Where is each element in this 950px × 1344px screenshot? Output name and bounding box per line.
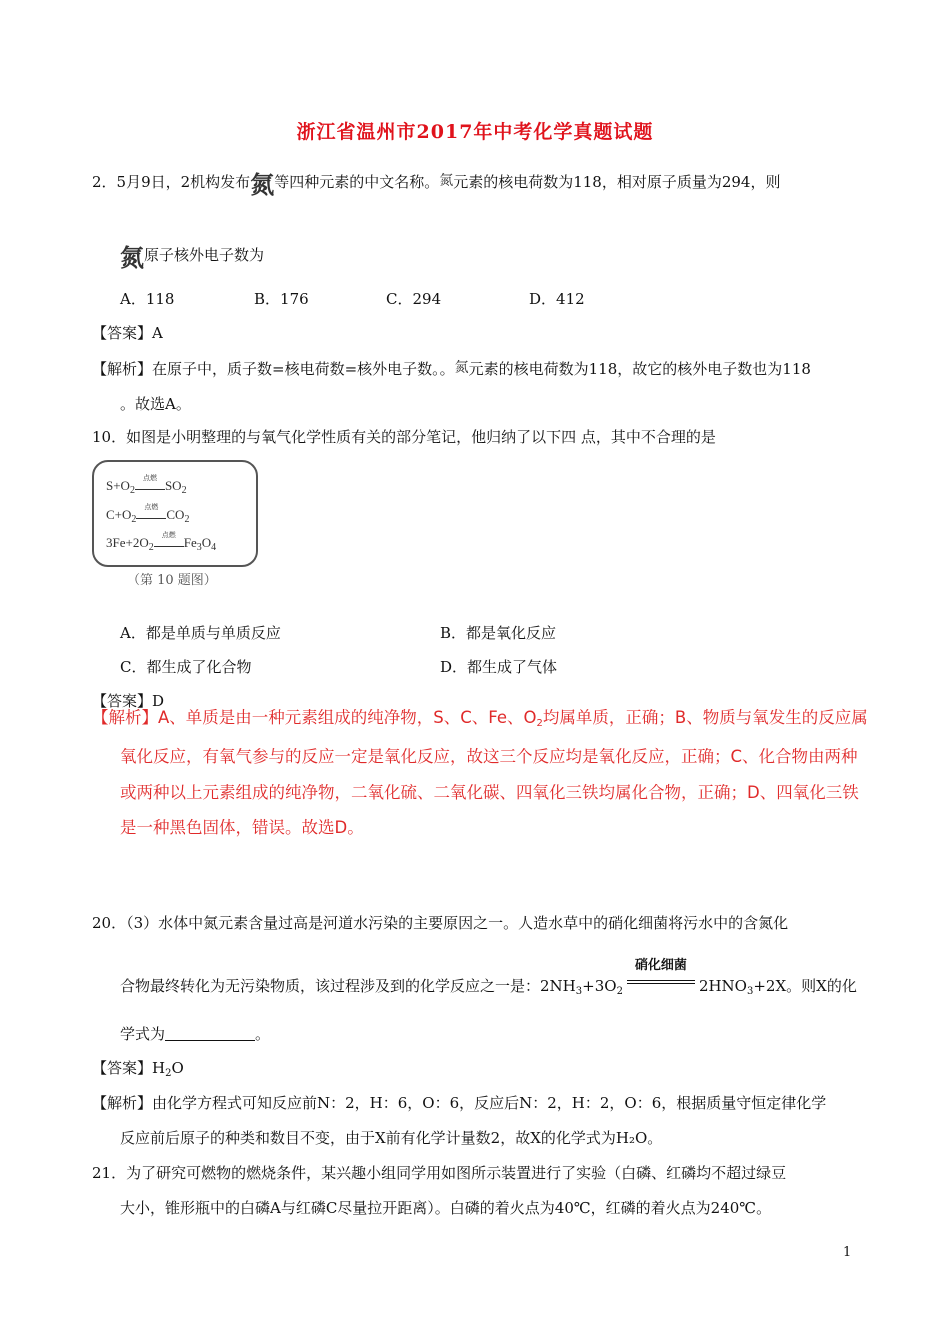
q10-analysis-line4: 是一种黑色固体，错误。故选D。 [120, 818, 364, 837]
element-glyph-image: 氮 [439, 173, 454, 189]
element-glyph-image: 氮 [120, 244, 144, 272]
q10-option-b: B．都是氧化反应 [440, 624, 557, 642]
q2-option-a: A．118 [120, 290, 175, 308]
equation-sulfur: $S+O_2$ 点燃 $SO_2$ [106, 474, 187, 496]
q20-answer: 【答案】$H_2O$ [92, 1059, 184, 1079]
reaction-condition-arrow: 硝化细菌 [627, 973, 695, 993]
element-glyph-image: 氮 [250, 171, 275, 199]
page-title: 浙江省温州市2017年中考化学真题试题 [296, 121, 654, 143]
q20-analysis-line1: 【解析】由化学方程式可知反应前N：2，H：6，O：6，反应后N：2，H：2，O：6，根据质量守恒定律化学 [92, 1094, 827, 1112]
page-number: 1 [843, 1245, 852, 1260]
q2-option-b: B．176 [254, 290, 309, 308]
q10-analysis-line3: 或两种以上元素组成的纯净物，二氧化硫、二氧化碳、四氧化三铁均属化合物，正确；D、四氧化三铁 [120, 783, 859, 802]
q10-option-c: C．都生成了化合物 [120, 658, 252, 676]
q2-option-c: C．294 [386, 290, 442, 308]
q10-figure-caption: （第 10 题图） [127, 573, 217, 588]
q10-analysis-line2: 氧化反应，有氧气参与的反应一定是氧化反应，故这三个反应均是氧化反应，正确；C、化合物由两种 [120, 747, 858, 766]
q21-stem-line2: 大小，锥形瓶中的白磷A与红磷C尽量拉开距离）。白磷的着火点为40℃，红磷的着火点为240℃。 [120, 1199, 772, 1217]
equation-iron: $3Fe+2O_2$ 点燃 $Fe_3O_4$ [106, 531, 217, 553]
q2-stem-line1: 2．5月9日，2机构发布氮等四种元素的中文名称。氮元素的核电荷数为118，相对原子质量为294，则 [92, 171, 781, 199]
q20-stem-line1: 20．（3）水体中氮元素含量过高是河道水污染的主要原因之一。人造水草中的硝化细菌将污水中的含氮化 [92, 914, 789, 932]
q2-stem-line2: 氮原子核外电子数为 [120, 244, 265, 272]
answer-blank [165, 1024, 255, 1041]
q20-analysis-line2: 反应前后原子的种类和数目不变，由于X前有化学计量数2，故X的化学式为H₂O。 [120, 1129, 663, 1147]
q10-analysis-line1: 【解析】A、单质是由一种元素组成的纯净物，S、C、Fe、$O_2$均属单质，正确；B、物质与氧发生的反应属 [92, 708, 868, 729]
q10-stem: 10．如图是小明整理的与氧气化学性质有关的部分笔记，他归纳了以下四 点，其中不合理的是 [92, 428, 716, 446]
q2-analysis-line2: 。故选A。 [120, 395, 191, 413]
q20-stem-line3: 学式为 。 [120, 1025, 271, 1043]
q2-answer: 【答案】A [92, 324, 163, 342]
q21-stem-line1: 21．为了研究可燃物的燃烧条件，某兴趣小组同学用如图所示装置进行了实验（白磷、红磷均不超过绿豆 [92, 1164, 787, 1182]
q10-option-a: A．都是单质与单质反应 [120, 624, 281, 642]
q10-figure-notes [92, 460, 258, 567]
q10-answer: 【答案】D [92, 692, 165, 710]
q2-option-d: D．412 [529, 290, 585, 308]
element-glyph-image: 氮 [454, 360, 469, 376]
equation-carbon: $C+O_2$ 点燃 $CO_2$ [106, 503, 190, 525]
q20-stem-line2: 合物最终转化为无污染物质，该过程涉及到的化学反应之一是：$2NH_3+3O_2$ 硝化细菌 $2HNO_3+2X$。则X的化 [120, 958, 857, 997]
q10-option-d: D．都生成了气体 [440, 658, 558, 676]
q2-analysis-line1: 【解析】在原子中，质子数=核电荷数=核外电子数。。氮元素的核电荷数为118，故它的核外电子数也为118 [92, 360, 811, 378]
